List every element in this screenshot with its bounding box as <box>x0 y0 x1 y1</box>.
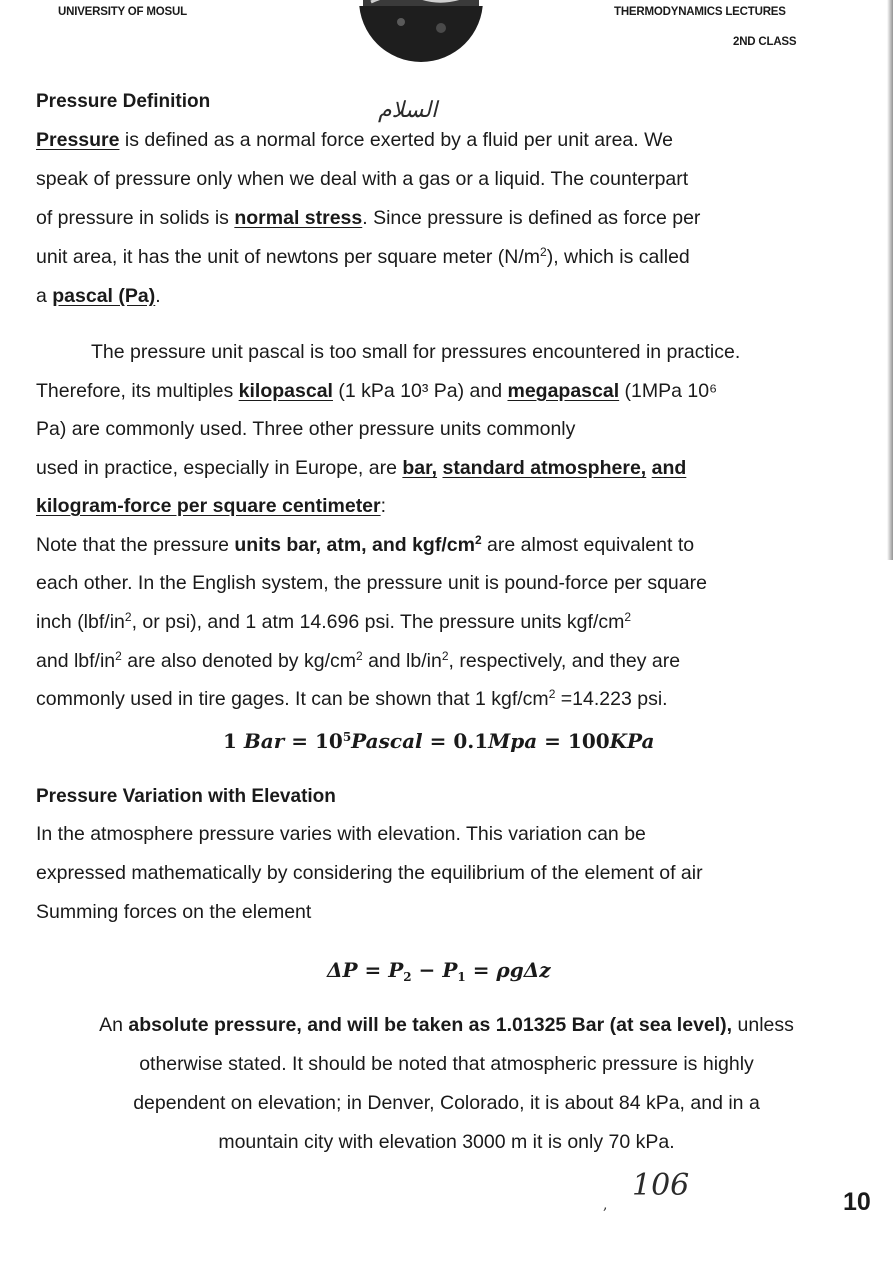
paragraph-line: speak of pressure only when we deal with a gas or a liquid. The counterpart <box>36 168 689 190</box>
header-course: THERMODYNAMICS LECTURES <box>614 6 786 18</box>
paragraph-line: The pressure unit pascal is too small for pressures encountered in practice. <box>91 341 741 363</box>
paragraph-line: Summing forces on the element <box>36 901 312 923</box>
paragraph-line: commonly used in tire gages. It can be shown that 1 kgf/$cm^2 =14.223$ psi. <box>36 687 668 710</box>
header-university: UNIVERSITY OF MOSUL <box>58 6 187 18</box>
paragraph-line: expressed mathematically by considering the equilibrium of the element of air <box>36 862 703 884</box>
pressure-elevation-equation: $\Delta P = P_2 - P_1 = \rho g\Delta z$ <box>327 958 551 984</box>
paragraph-line: Therefore, its multiples kilopascal (1 kPa 10³ Pa) and megapascal (1MPa 10⁶ <box>36 380 718 402</box>
paragraph-line: dependent on elevation; in Denver, Colorado, it is about 84 kPa, and in a <box>133 1092 760 1114</box>
paragraph-line: mountain city with elevation 3000 m it is only 70 kPa. <box>218 1131 675 1153</box>
paragraph-line: Pa) are commonly used. Three other pressure units commonly <box>36 418 576 440</box>
bar-conversion-equation: 1 Bar = $10^5Pascal = 0.1Mpa = 100KPa$ <box>223 729 655 753</box>
header-class: 2ND CLASS <box>733 36 797 48</box>
section-title-pressure-variation: Pressure Variation with Elevation <box>36 786 336 807</box>
paragraph-line: An absolute pressure, and will be taken as 1.01325 Bar (at sea level), unless <box>99 1014 794 1036</box>
paragraph-line: and lbf/$in^2$ are also denoted by $kg/cm^2$ and $lb/in^2$, respectively, and they are <box>36 649 681 672</box>
paragraph-line: In the atmosphere pressure varies with elevation. This variation can be <box>36 823 646 845</box>
paragraph-line: of pressure in solids is normal stress. Since pressure is defined as force per <box>36 207 701 229</box>
paragraph-line: a pascal (Pa). <box>36 285 161 307</box>
handwritten-note: السلام <box>378 98 438 123</box>
paragraph-line: used in practice, especially in Europe, are bar, standard atmosphere, and <box>36 457 687 479</box>
section-title-pressure-definition: Pressure Definition <box>36 91 211 112</box>
paragraph-line: otherwise stated. It should be noted that atmospheric pressure is highly <box>139 1053 754 1075</box>
page-number: 10 <box>843 1188 871 1216</box>
university-logo-icon <box>357 0 485 68</box>
paragraph-line: Note that the pressure units bar, atm, and kgf/$cm^2$ are almost equivalent to <box>36 533 695 556</box>
paragraph-line: kilogram-force per square centimeter: <box>36 495 387 517</box>
scan-edge <box>887 0 893 560</box>
handwritten-page-mark: 106 <box>632 1168 690 1203</box>
paragraph-line: inch ($lbf/in^2$, or psi), and 1 atm 14.696 psi. The pressure units kgf/$cm^2$ <box>36 610 632 633</box>
paragraph-line: Pressure is defined as a normal force exerted by a fluid per unit area. We <box>36 129 674 151</box>
paragraph-line: unit area, it has the unit of newtons per square meter $(N/m^2)$, which is called <box>36 245 690 268</box>
handwritten-tick: , <box>603 1197 608 1213</box>
paragraph-line: each other. In the English system, the pressure unit is pound-force per square <box>36 572 707 594</box>
